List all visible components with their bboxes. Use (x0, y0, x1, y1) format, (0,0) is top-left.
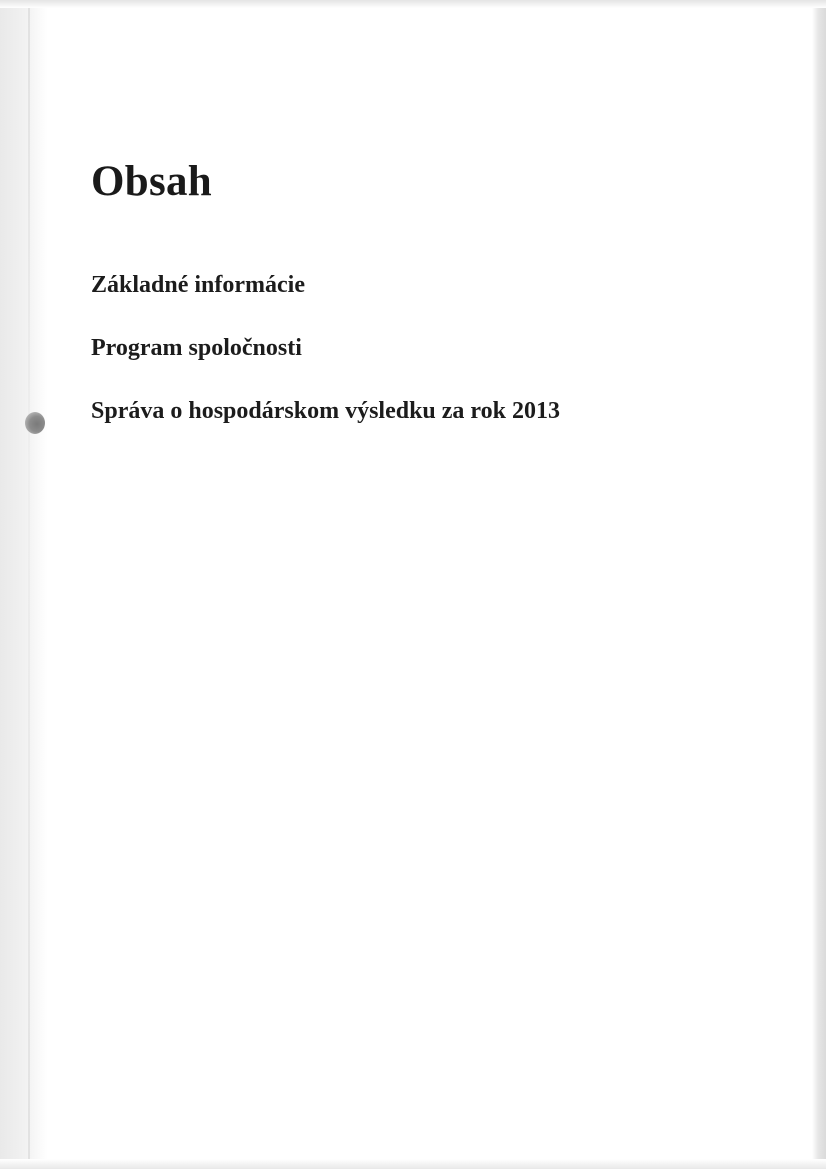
punch-hole-mark (25, 412, 45, 434)
scan-left-edge-line (28, 0, 30, 1160)
toc-item-economic-result-report: Správa o hospodárskom výsledku za rok 2013 (91, 398, 560, 424)
scan-top-edge (0, 0, 826, 8)
scan-bottom-edge (0, 1159, 826, 1169)
toc-item-company-program: Program spoločnosti (91, 335, 302, 361)
scan-left-shadow (0, 0, 48, 1169)
scan-right-edge (812, 0, 826, 1169)
toc-item-basic-information: Základné informácie (91, 272, 305, 298)
table-of-contents (91, 270, 560, 459)
page-title: Obsah (91, 158, 213, 205)
